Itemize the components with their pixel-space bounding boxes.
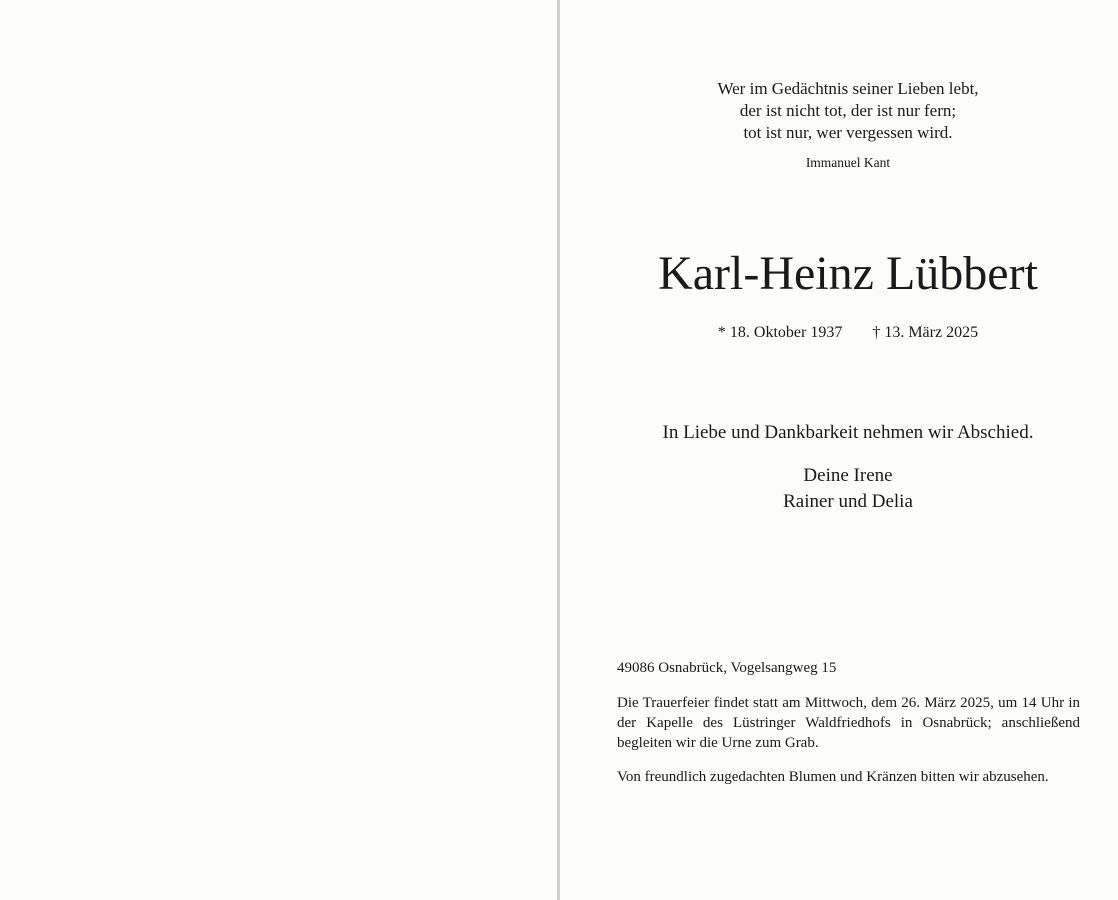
quote-line: tot ist nur, wer vergessen wird. — [743, 123, 953, 142]
mourners-block — [560, 463, 1118, 515]
quote-line: Wer im Gedächtnis seiner Lieben lebt, — [717, 79, 979, 98]
mourner-name: Rainer und Delia — [783, 491, 913, 512]
right-page — [560, 0, 1118, 900]
deceased-name: Karl-Heinz Lübbert — [658, 247, 1038, 300]
left-page — [0, 0, 557, 900]
birth-date: * 18. Oktober 1937 — [717, 324, 843, 341]
info-block — [617, 658, 1080, 801]
life-dates — [560, 322, 1118, 344]
quote-block — [560, 78, 1118, 172]
mourner-name: Deine Irene — [803, 465, 893, 486]
ceremony-text: Die Trauerfeier findet statt am Mittwoch, dem 26. März 2025, um 14 Uhr in der Kapelle des Lüstringer Waldfriedhofs in Osnabrück; anschließend begleiten wir die Urne zum Grab. — [617, 695, 1080, 751]
quote-author: Immanuel Kant — [805, 155, 891, 170]
quote-line: der ist nicht tot, der ist nur fern; — [739, 101, 957, 120]
death-date: † 13. März 2025 — [872, 324, 979, 341]
address: 49086 Osnabrück, Vogelsangweg 15 — [617, 660, 837, 676]
farewell-text: In Liebe und Dankbarkeit nehmen wir Abschied. — [662, 422, 1034, 443]
flowers-note: Von freundlich zugedachten Blumen und Kränzen bitten wir abzusehen. — [617, 769, 1049, 785]
